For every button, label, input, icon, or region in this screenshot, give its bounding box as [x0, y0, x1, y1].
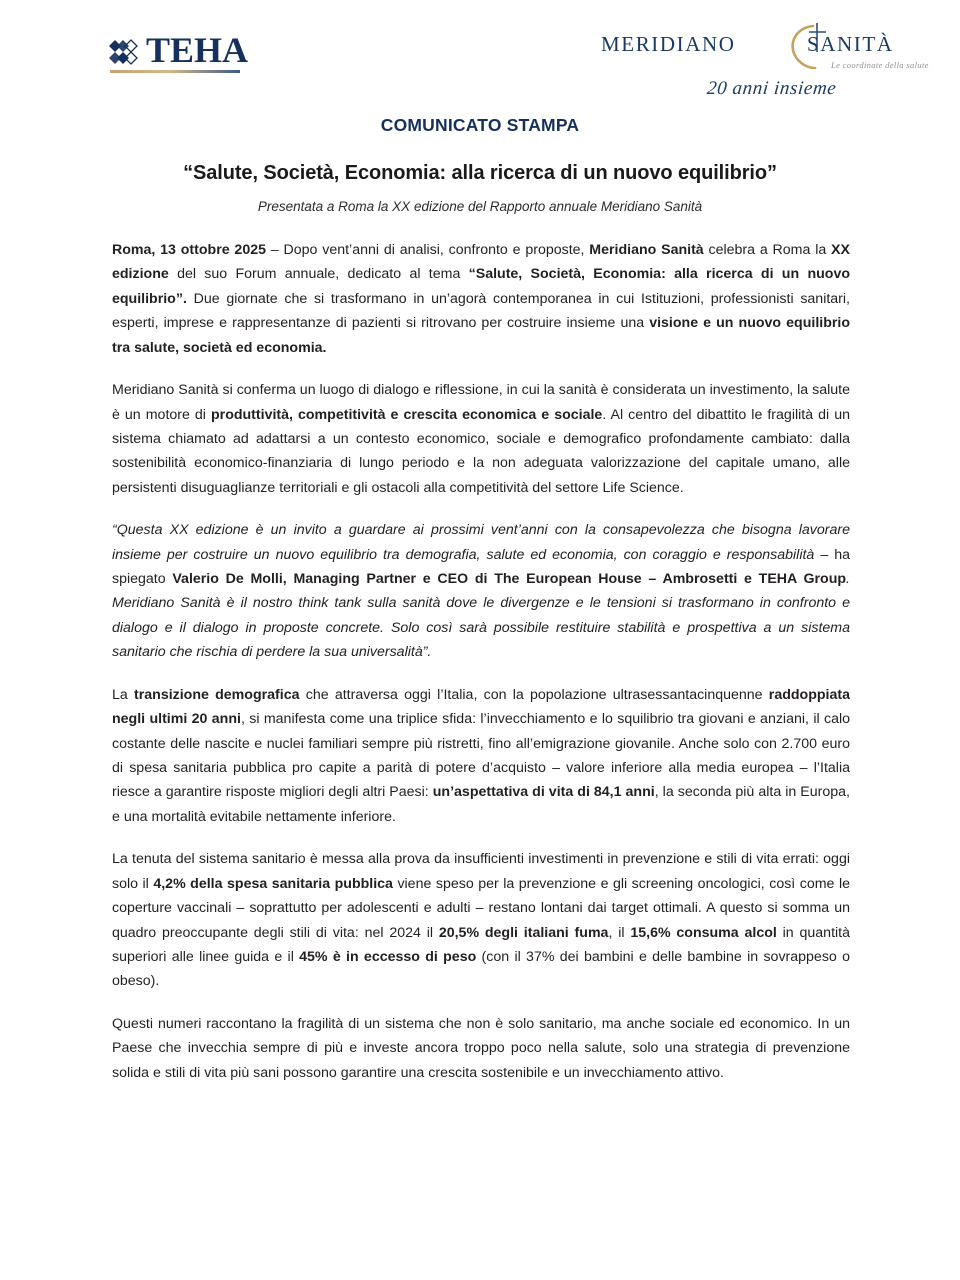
meridiano-tagline: Le coordinate della salute [831, 60, 929, 70]
page-title: “Salute, Società, Economia: alla ricerca di un nuovo equilibrio” [183, 162, 777, 184]
meridiano-word: MERIDIANO [601, 32, 736, 56]
meridiano-sanita-wordmark-row [595, 26, 929, 99]
para-lead: Roma, 13 ottobre 2025 – Dopo vent’anni di analisi, confronto e proposte, Meridiano Sanità celebra a Roma la XX edizione del suo Forum annuale, dedicato al tema “Salute, Società, Economia: alla ricerca di un nuovo equilibrio”. Due giornate che si trasformano in un’agorà contemporanea in cui Istituzioni, professionisti sanitari, esperti, imprese e rappresentanze di pazienti si ritrovano per costruire insieme una visione e un nuovo equilibrio tra salute, società ed economia. [112, 242, 851, 356]
para-prevenzione: La tenuta del sistema sanitario è messa alla prova da insufficienti investimenti in prevenzione e stili di vita errati: oggi solo il 4,2% della spesa sanitaria pubblica viene speso per la prevenzione e gli screening oncologici, così come le coperture vaccinali – soprattutto per adolescenti e adulti – restano lontani dai target ottimali. A questo si somma un quadro preoccupante degli stili di vita: nel 2024 il 20,5% degli italiani fuma, il 15,6% consuma alcol in quantità superiori alle linee guida e il 45% è in eccesso di peso (con il 37% dei bambini e delle bambine in sovrappeso o obeso). [112, 851, 850, 990]
teha-logo [108, 30, 249, 70]
press-release-body [0, 238, 960, 1085]
para-quote: “Questa XX edizione è un invito a guardare ai prossimi vent’anni con la consapevolezza che bisogna lavorare insieme per costruire un nuovo equilibrio tra demografia, salute ed economia, con coraggio e responsabilità – ha spiegato Valerio De Molli, Managing Partner e CEO di The European House – Ambrosetti e TEHA Group. Meridiano Sanità è il nostro think tank sulla sanità dove le divergenze e le tensioni si trasformano in confronto e dialogo e il dialogo in proposte concrete. Solo così sarà possibile restituire stabilità e prospettiva a un sistema sanitario che rischia di perdere la sua universalità”. [112, 522, 850, 661]
press-release-kicker: COMUNICATO STAMPA [380, 115, 580, 135]
para-demografia: La transizione demografica che attraversa oggi l’Italia, con la popolazione ultrasessantacinquenne raddoppiata negli ultimi 20 anni, si manifesta come una triplice sfida: l’invecchiamento e lo squilibrio tra giovani e anziani, il calo costante delle nascite e nuclei familiari sempre più ristretti, fino all’emigrazione giovanile. Anche solo con 2.700 euro di spesa sanitaria pubblica pro capite a parità di potere d’acquisto – valore inferiore alla media europea – l’Italia riesce a garantire risposte migliori degli altri Paesi: un’aspettativa di vita di 84,1 anni, la seconda più alta in Europa, e una mortalità evitabile nettamente inferiore. [112, 686, 850, 825]
para-dialogo: Meridiano Sanità si conferma un luogo di dialogo e riflessione, in cui la sanità è considerata un investimento, la salute è un motore di produttività, competitività e crescita economica e sociale. Al centro del dibattito le fragilità di un sistema chiamato ad adattarsi a un contesto economico, sociale e demografico profondamente cambiato: dalla sostenibilità economico-finanziaria di lungo periodo e la non adeguata valorizzazione del capitale umano, alle persistenti disuguaglianze territoriali e gli ostacoli alla competitività del settore Life Science. [112, 382, 850, 496]
document-header [0, 0, 960, 105]
teha-underline-rule [110, 70, 240, 73]
sanita-word: SANITÀ [807, 32, 894, 56]
page-subtitle: Presentata a Roma la XX edizione del Rapporto annuale Meridiano Sanità [257, 199, 703, 214]
anniversary-script: 20 anni insieme [705, 78, 838, 99]
meridiano-sanita-logo [595, 26, 929, 104]
teha-interlocking-squares-icon [108, 38, 142, 68]
teha-wordmark: TEHA [146, 30, 249, 70]
para-chiusura: Questi numeri raccontano la fragilità di un sistema che non è solo sanitario, ma anche sociale ed economico. In un Paese che invecchia sempre di più e investe ancora troppo poco nella salute, solo una strategia di prevenzione solida e stili di vita più sani possono garantire una crescita sostenibile e un invecchiamento attivo. [112, 1015, 850, 1081]
